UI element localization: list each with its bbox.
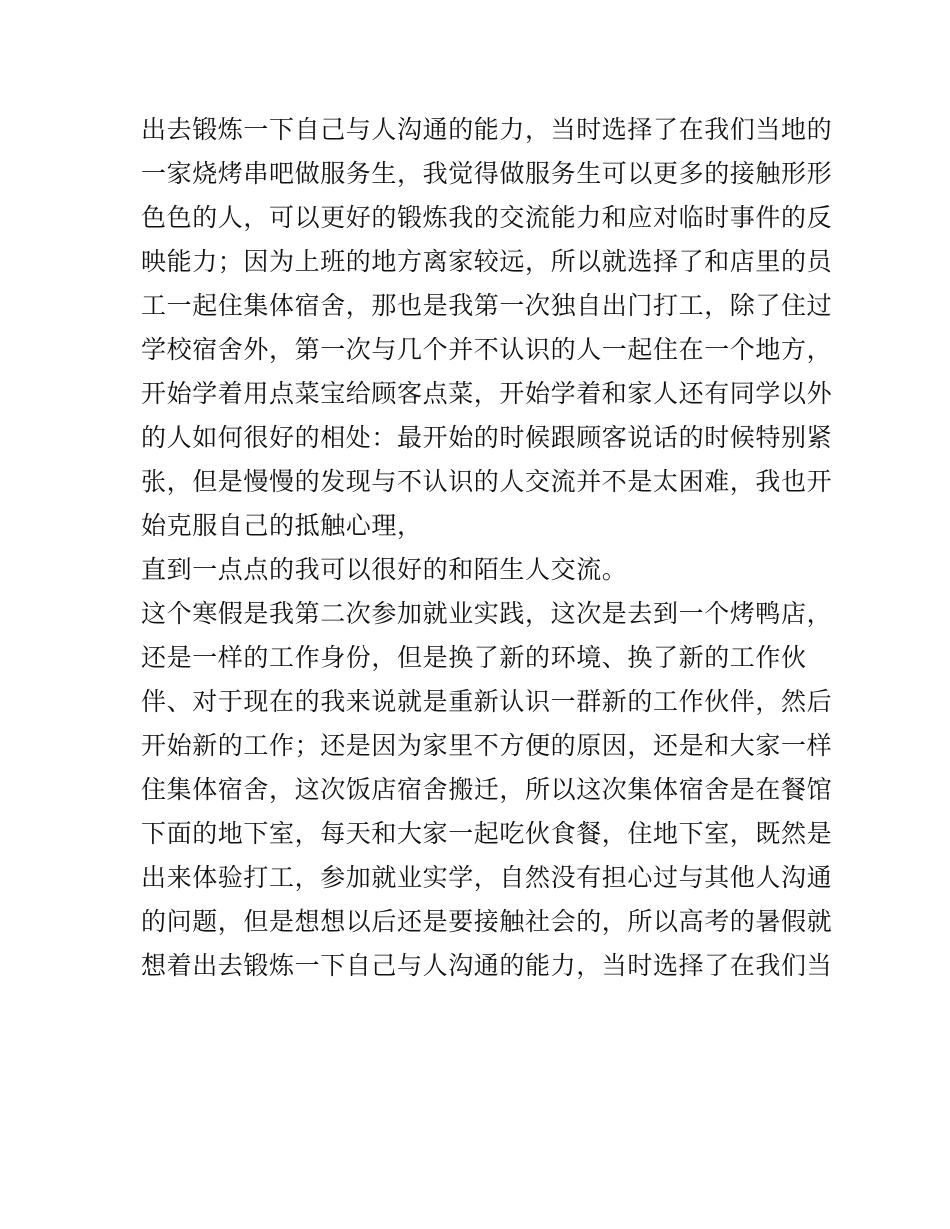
text-line: 伴、对于现在的我来说就是重新认识一群新的工作伙伴，然后 xyxy=(141,687,833,716)
text-line: 下面的地下室，每天和大家一起吃伙食餐，住地下室，既然是 xyxy=(141,819,833,848)
text-line: 映能力；因为上班的地方离家较远，所以就选择了和店里的员 xyxy=(141,247,833,276)
text-line: 学校宿舍外，第一次与几个并不认识的人一起住在一个地方， xyxy=(141,335,833,364)
text-line: 还是一样的工作身份，但是换了新的环境、换了新的工作伙 xyxy=(141,643,807,672)
text-line: 始克服自己的抵触心理， xyxy=(141,511,423,540)
text-line: 开始新的工作；还是因为家里不方便的原因，还是和大家一样 xyxy=(141,731,833,760)
text-line: 的问题，但是想想以后还是要接触社会的，所以高考的暑假就 xyxy=(141,907,833,936)
text-line: 的人如何很好的相处：最开始的时候跟顾客说话的时候特别紧 xyxy=(141,423,833,452)
text-line: 这个寒假是我第二次参加就业实践，这次是去到一个烤鸭店， xyxy=(141,599,833,628)
text-line: 色色的人，可以更好的锻炼我的交流能力和应对临时事件的反 xyxy=(141,203,833,232)
text-line: 直到一点点的我可以很好的和陌生人交流。 xyxy=(141,555,628,584)
text-line: 出来体验打工，参加就业实学，自然没有担心过与其他人沟通 xyxy=(141,863,833,892)
text-line: 想着出去锻炼一下自己与人沟通的能力，当时选择了在我们当 xyxy=(141,951,833,980)
text-line: 开始学着用点菜宝给顾客点菜，开始学着和家人还有同学以外 xyxy=(141,379,833,408)
text-line: 出去锻炼一下自己与人沟通的能力，当时选择了在我们当地的 xyxy=(141,115,833,144)
body-text xyxy=(141,108,833,988)
text-line: 张，但是慢慢的发现与不认识的人交流并不是太困难，我也开 xyxy=(141,467,833,496)
text-line: 工一起住集体宿舍，那也是我第一次独自出门打工，除了住过 xyxy=(141,291,833,320)
text-line: 住集体宿舍，这次饭店宿舍搬迁，所以这次集体宿舍是在餐馆 xyxy=(141,775,833,804)
text-line: 一家烧烤串吧做服务生，我觉得做服务生可以更多的接触形形 xyxy=(141,159,833,188)
